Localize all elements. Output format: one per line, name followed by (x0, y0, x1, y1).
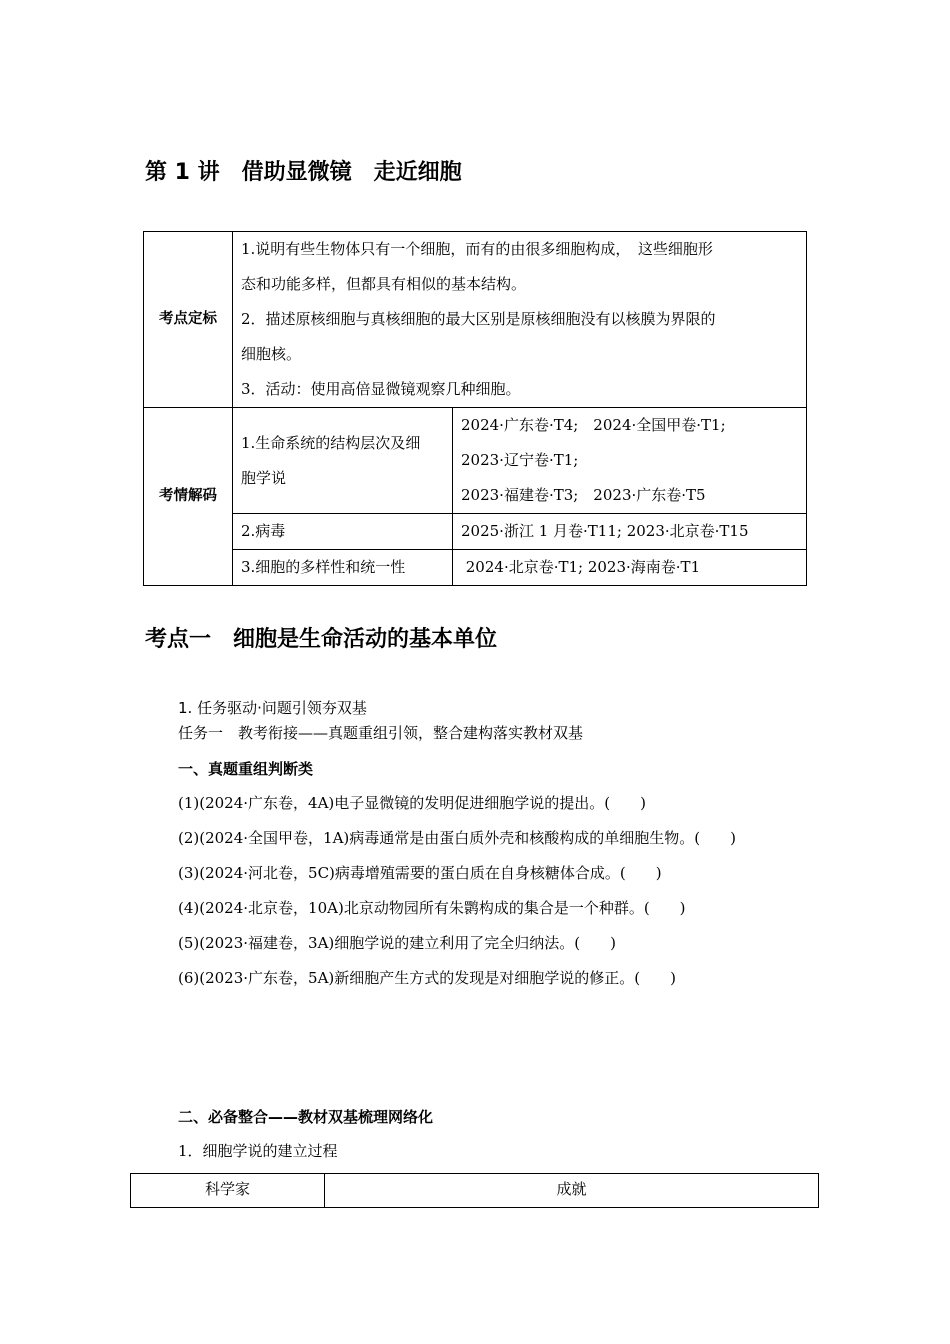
objectives-cell (233, 232, 807, 408)
objective-line: 态和功能多样，但都具有相似的基本结构。 (241, 275, 527, 293)
topic-line: 胞学说 (241, 468, 287, 487)
task-heading: 1. 任务驱动·问题引领夯双基 (178, 699, 367, 717)
objective-line: 2．描述原核细胞与真核细胞的最大区别是原核细胞没有以核膜为界限的 (241, 310, 716, 328)
objective-line: 1.说明有些生物体只有一个细胞，而有的由很多细胞构成， 这些细胞形 (241, 240, 713, 258)
header-scientist: 科学家 (131, 1174, 325, 1208)
scientist-table (130, 1173, 819, 1208)
ref-line: 2024·北京卷·T1; 2023·海南卷·T1 (461, 558, 701, 576)
objective-line: 细胞核。 (241, 345, 302, 363)
question-item: (4)(2024·北京卷，10A)北京动物园所有朱鹮构成的集合是一个种群。( ) (178, 899, 686, 917)
topic-cell (233, 514, 453, 550)
lecture-title: 第 1 讲 借助显微镜 走近细胞 (145, 160, 462, 185)
question-item: (3)(2024·河北卷，5C)病毒增殖需要的蛋白质在自身核糖体合成。( ) (178, 864, 662, 882)
part1-title: 一、真题重组判断类 (178, 760, 314, 778)
ref-line: 2024·广东卷·T4; 2024·全国甲卷·T1; (461, 416, 726, 434)
row-label-kaoqing: 考情解码 (144, 408, 233, 586)
task-one: 任务一 教考衔接——真题重组引领，整合建构落实教材双基 (178, 724, 584, 742)
objective-line: 3．活动：使用高倍显微镜观察几种细胞。 (241, 380, 521, 398)
ref-line: 2025·浙江 1 月卷·T11; 2023·北京卷·T15 (461, 522, 749, 540)
question-item: (1)(2024·广东卷，4A)电子显微镜的发明促进细胞学说的提出。( ) (178, 794, 646, 812)
subsection-title: 1．细胞学说的建立过程 (178, 1142, 338, 1160)
part2-title: 二、必备整合——教材双基梳理网络化 (178, 1108, 434, 1126)
section-title: 考点一 细胞是生命活动的基本单位 (145, 627, 498, 652)
lecture-outline-table (143, 231, 807, 586)
question-item: (6)(2023·广东卷，5A)新细胞产生方式的发现是对细胞学说的修正。( ) (178, 969, 676, 987)
ref-line: 2023·辽宁卷·T1; (461, 451, 579, 469)
topic-line: 3.细胞的多样性和统一性 (241, 558, 406, 576)
question-item: (2)(2024·全国甲卷，1A)病毒通常是由蛋白质外壳和核酸构成的单细胞生物。( ) (178, 829, 736, 847)
header-achievement: 成就 (325, 1174, 819, 1208)
ref-line: 2023·福建卷·T3; 2023·广东卷·T5 (461, 486, 706, 504)
topic-line: 2.病毒 (241, 522, 286, 540)
refs-cell (453, 550, 807, 586)
topic-cell (233, 408, 453, 514)
refs-cell (453, 514, 807, 550)
question-item: (5)(2023·福建卷，3A)细胞学说的建立利用了完全归纳法。( ) (178, 934, 616, 952)
topic-line: 1.生命系统的结构层次及细 (241, 433, 421, 452)
row-label-kaodian: 考点定标 (144, 232, 233, 408)
refs-cell (453, 408, 807, 514)
topic-cell (233, 550, 453, 586)
